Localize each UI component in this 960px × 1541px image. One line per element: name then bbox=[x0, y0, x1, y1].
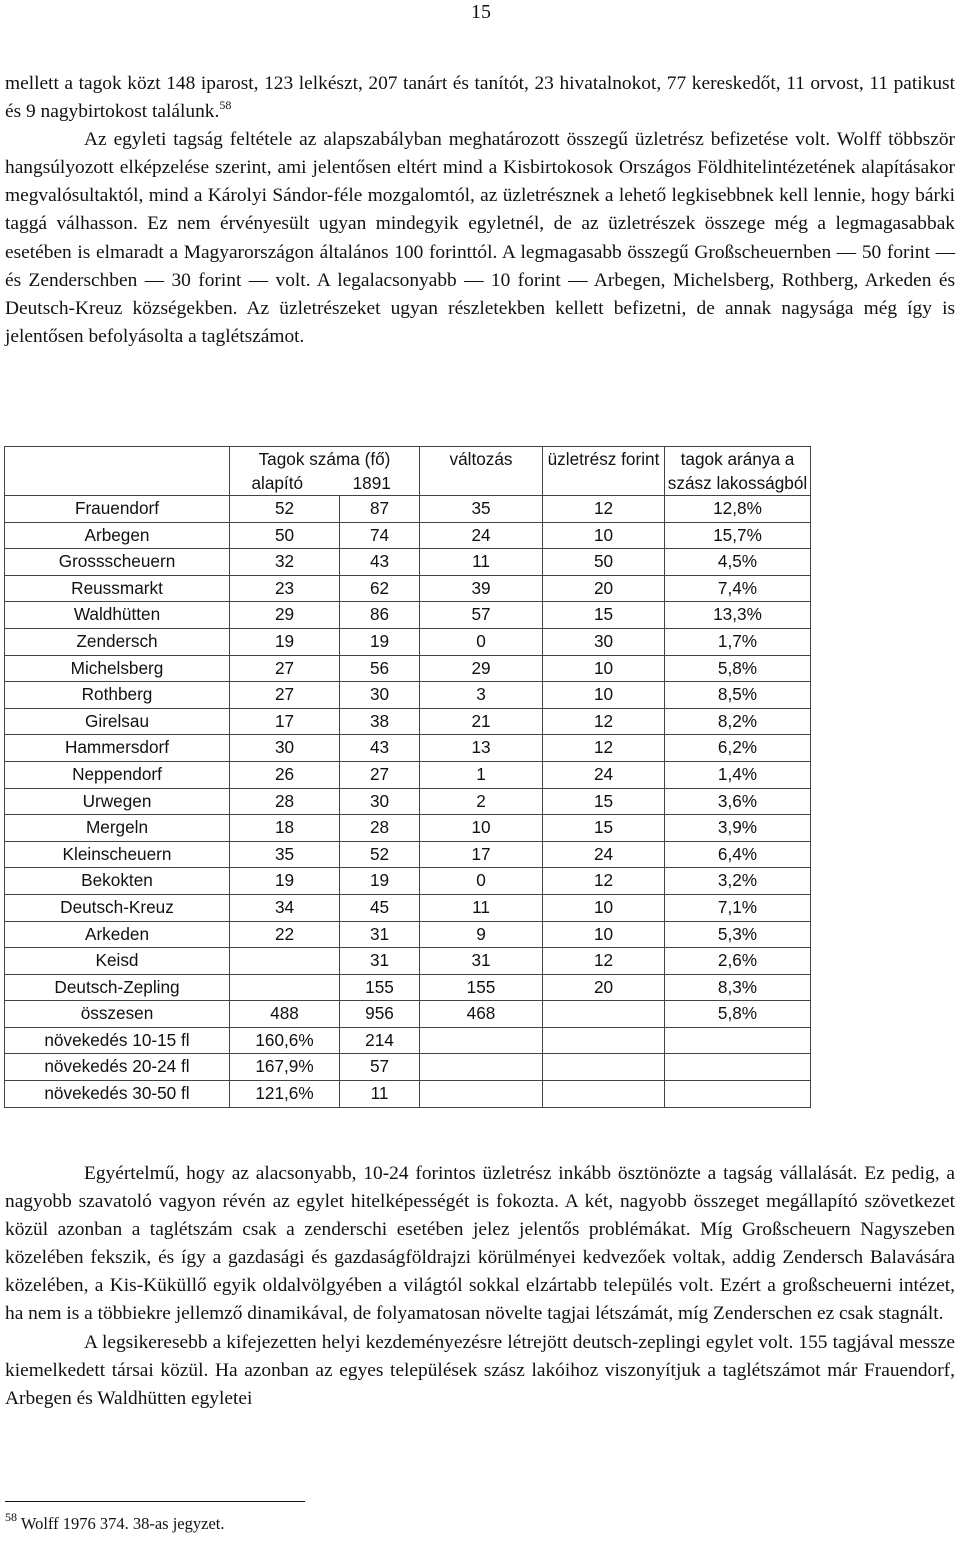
table-cell-b: 52 bbox=[340, 841, 420, 868]
table-cell-d: 12 bbox=[543, 948, 665, 975]
table-row bbox=[5, 522, 811, 549]
table-cell-name: Hammersdorf bbox=[5, 735, 230, 762]
table-cell-a: 19 bbox=[230, 868, 340, 895]
table-cell-b: 43 bbox=[340, 549, 420, 576]
table-cell-d bbox=[543, 1027, 665, 1054]
table-cell-e: 4,5% bbox=[665, 549, 811, 576]
table-row bbox=[5, 682, 811, 709]
table-cell-d: 10 bbox=[543, 522, 665, 549]
table-row bbox=[5, 815, 811, 842]
table-cell-c: 468 bbox=[420, 1001, 543, 1028]
table-cell-d: 15 bbox=[543, 788, 665, 815]
table-cell-e: 12,8% bbox=[665, 496, 811, 523]
table-cell-c: 57 bbox=[420, 602, 543, 629]
table-cell-e: 3,2% bbox=[665, 868, 811, 895]
table-row bbox=[5, 761, 811, 788]
table-cell-a: 30 bbox=[230, 735, 340, 762]
table-cell-a: 22 bbox=[230, 921, 340, 948]
table-cell-b: 956 bbox=[340, 1001, 420, 1028]
table-cell-d: 20 bbox=[543, 575, 665, 602]
table-cell-a bbox=[230, 948, 340, 975]
table-cell-a: 34 bbox=[230, 894, 340, 921]
table-cell-name: Mergeln bbox=[5, 815, 230, 842]
table-cell-d: 12 bbox=[543, 708, 665, 735]
table-cell-c: 29 bbox=[420, 655, 543, 682]
table-cell-b: 87 bbox=[340, 496, 420, 523]
members-table bbox=[4, 446, 811, 1108]
header-share: üzletrész forint bbox=[543, 447, 665, 496]
table-cell-d: 10 bbox=[543, 894, 665, 921]
header-empty-cell bbox=[5, 447, 230, 496]
footnote-ref[interactable]: 58 bbox=[219, 98, 232, 113]
table-cell-e bbox=[665, 1054, 811, 1081]
table-cell-name: Reussmarkt bbox=[5, 575, 230, 602]
table-row bbox=[5, 948, 811, 975]
table-cell-d: 10 bbox=[543, 682, 665, 709]
table-cell-e: 3,9% bbox=[665, 815, 811, 842]
table-cell-name: növekedés 20-24 fl bbox=[5, 1054, 230, 1081]
table-cell-a: 28 bbox=[230, 788, 340, 815]
table-cell-d: 12 bbox=[543, 496, 665, 523]
table-cell-b: 31 bbox=[340, 921, 420, 948]
table-cell-name: Michelsberg bbox=[5, 655, 230, 682]
table-cell-a: 18 bbox=[230, 815, 340, 842]
table-cell-a: 19 bbox=[230, 628, 340, 655]
header-change: változás bbox=[420, 447, 543, 496]
table-cell-a: 29 bbox=[230, 602, 340, 629]
table-row bbox=[5, 1027, 811, 1054]
footnote-number: 58 bbox=[5, 1510, 17, 1524]
table-cell-d: 12 bbox=[543, 735, 665, 762]
table-cell-b: 62 bbox=[340, 575, 420, 602]
table-cell-b: 56 bbox=[340, 655, 420, 682]
table-cell-name: Grossscheuern bbox=[5, 549, 230, 576]
table-cell-name: Neppendorf bbox=[5, 761, 230, 788]
table-cell-name: Kleinscheuern bbox=[5, 841, 230, 868]
table-cell-b: 38 bbox=[340, 708, 420, 735]
table-cell-name: Arbegen bbox=[5, 522, 230, 549]
table-cell-name: Rothberg bbox=[5, 682, 230, 709]
table-cell-c: 13 bbox=[420, 735, 543, 762]
table-cell-c: 11 bbox=[420, 549, 543, 576]
table-cell-e: 2,6% bbox=[665, 948, 811, 975]
table-cell-a: 167,9% bbox=[230, 1054, 340, 1081]
table-cell-e: 1,4% bbox=[665, 761, 811, 788]
table-cell-b: 19 bbox=[340, 628, 420, 655]
table-header-row bbox=[5, 447, 811, 496]
table-cell-c: 155 bbox=[420, 974, 543, 1001]
table-cell-e bbox=[665, 1027, 811, 1054]
table-cell-name: növekedés 30-50 fl bbox=[5, 1081, 230, 1108]
footnote-text: Wolff 1976 374. 38-as jegyzet. bbox=[20, 1514, 225, 1533]
table-cell-b: 28 bbox=[340, 815, 420, 842]
table-cell-a: 27 bbox=[230, 682, 340, 709]
table-cell-e: 3,6% bbox=[665, 788, 811, 815]
table-cell-name: Bekokten bbox=[5, 868, 230, 895]
table-cell-c: 1 bbox=[420, 761, 543, 788]
paragraph-1-text: mellett a tagok közt 148 iparost, 123 lelkészt, 207 tanárt és tanítót, 23 hivatalnokot, 77 kereskedőt, 11 orvost, 11 patikust és 9 nagybirtokost találunk. bbox=[5, 73, 955, 123]
table-row bbox=[5, 735, 811, 762]
table-cell-d: 24 bbox=[543, 761, 665, 788]
table-cell-e: 8,3% bbox=[665, 974, 811, 1001]
table-cell-name: Deutsch-Kreuz bbox=[5, 894, 230, 921]
header-members-label: Tagok száma (fő) bbox=[258, 449, 391, 469]
table-cell-e: 7,4% bbox=[665, 575, 811, 602]
header-founding: alapító bbox=[251, 473, 304, 493]
footnote bbox=[5, 1512, 224, 1536]
table-row bbox=[5, 788, 811, 815]
header-year: 1891 bbox=[352, 473, 391, 493]
table-cell-c: 0 bbox=[420, 628, 543, 655]
table-cell-b: 57 bbox=[340, 1054, 420, 1081]
table-cell-d: 20 bbox=[543, 974, 665, 1001]
table-cell-b: 30 bbox=[340, 682, 420, 709]
table-row bbox=[5, 894, 811, 921]
table-cell-c bbox=[420, 1027, 543, 1054]
table-cell-d bbox=[543, 1054, 665, 1081]
table-cell-c bbox=[420, 1081, 543, 1108]
table-cell-e: 7,1% bbox=[665, 894, 811, 921]
table-cell-d: 50 bbox=[543, 549, 665, 576]
page-number: 15 bbox=[471, 1, 491, 23]
table-row bbox=[5, 868, 811, 895]
table-cell-e: 5,3% bbox=[665, 921, 811, 948]
table-cell-name: növekedés 10-15 fl bbox=[5, 1027, 230, 1054]
table-cell-b: 30 bbox=[340, 788, 420, 815]
table-cell-d: 10 bbox=[543, 921, 665, 948]
table-cell-c: 24 bbox=[420, 522, 543, 549]
table-cell-c: 21 bbox=[420, 708, 543, 735]
table-cell-name: Arkeden bbox=[5, 921, 230, 948]
table-cell-b: 86 bbox=[340, 602, 420, 629]
table-row bbox=[5, 1081, 811, 1108]
table-cell-e: 8,2% bbox=[665, 708, 811, 735]
table-row bbox=[5, 575, 811, 602]
header-members-sub bbox=[230, 471, 419, 495]
table-cell-e: 13,3% bbox=[665, 602, 811, 629]
table-cell-b: 19 bbox=[340, 868, 420, 895]
table-cell-e: 8,5% bbox=[665, 682, 811, 709]
table-cell-d: 15 bbox=[543, 815, 665, 842]
table-cell-a: 121,6% bbox=[230, 1081, 340, 1108]
table-cell-b: 27 bbox=[340, 761, 420, 788]
paragraph-2: Az egyleti tagság feltétele az alapszabályban meghatározott összegű üzletrész befizetése volt. Wolff többször hangsúlyozott elképzelése szerint, ami jelentősen eltért mind a Kisbirtokosok Országos Földhitelintézetének alapításakor megvalósultaktól, mind a Károlyi Sándor-féle mozgalomtól, az üzletrésznek a lehető legkisebbnek kell lennie, hogy bárki taggá válhasson. Ez nem érvényesült ugyan mindegyik egyletnél, de az üzletrészek összege még a legmagasabbak esetében is elmaradt a Magyarországon általános 100 forinttól. A legmagasabb összegű Großscheuernben — 50 forint — és Zenderschben — 30 forint — volt. A legalacsonyabb — 10 forint — Arbegen, Michelsberg, Rothberg, Arkeden és Deutsch-Kreuz községekben. Az üzletrészeket ugyan részletekben kellett befizetni, de annak nagysága még így is jelentősen befolyásolta a taglétszámot. bbox=[5, 129, 955, 347]
table-cell-a: 23 bbox=[230, 575, 340, 602]
table-cell-d bbox=[543, 1081, 665, 1108]
body-text-bottom bbox=[5, 1160, 955, 1413]
table-cell-c: 0 bbox=[420, 868, 543, 895]
table-row bbox=[5, 496, 811, 523]
header-ratio: tagok aránya a szász lakosságból bbox=[665, 447, 811, 496]
table-cell-e bbox=[665, 1081, 811, 1108]
table-cell-c: 39 bbox=[420, 575, 543, 602]
paragraph-4: A legsikeresebb a kifejezetten helyi kezdeményezésre létrejött deutsch-zeplingi egylet volt. 155 tagjával messze kiemelkedett társai közül. Ha azonban az egyes települések szász lakóihoz viszonyítjuk a taglétszámot már Frauendorf, Arbegen és Waldhütten egyletei bbox=[5, 1331, 955, 1409]
table-cell-e: 5,8% bbox=[665, 655, 811, 682]
table-row bbox=[5, 708, 811, 735]
table-cell-a bbox=[230, 974, 340, 1001]
table-cell-c bbox=[420, 1054, 543, 1081]
table-cell-d: 10 bbox=[543, 655, 665, 682]
table-row bbox=[5, 628, 811, 655]
table-cell-c: 11 bbox=[420, 894, 543, 921]
table-cell-b: 74 bbox=[340, 522, 420, 549]
table-cell-a: 26 bbox=[230, 761, 340, 788]
table-cell-e: 15,7% bbox=[665, 522, 811, 549]
table-row bbox=[5, 841, 811, 868]
table-row bbox=[5, 549, 811, 576]
footnote-divider bbox=[5, 1501, 305, 1502]
table-cell-e: 1,7% bbox=[665, 628, 811, 655]
table-cell-d bbox=[543, 1001, 665, 1028]
table-cell-d: 24 bbox=[543, 841, 665, 868]
table-row bbox=[5, 655, 811, 682]
table-cell-c: 31 bbox=[420, 948, 543, 975]
table-cell-a: 50 bbox=[230, 522, 340, 549]
table-cell-name: Urwegen bbox=[5, 788, 230, 815]
table-cell-b: 155 bbox=[340, 974, 420, 1001]
table-cell-a: 17 bbox=[230, 708, 340, 735]
table-cell-e: 6,4% bbox=[665, 841, 811, 868]
table-cell-c: 10 bbox=[420, 815, 543, 842]
table-cell-name: Keisd bbox=[5, 948, 230, 975]
table-cell-a: 488 bbox=[230, 1001, 340, 1028]
table-cell-e: 6,2% bbox=[665, 735, 811, 762]
paragraph-3: Egyértelmű, hogy az alacsonyabb, 10-24 forintos üzletrész inkább ösztönözte a tagság vállalását. Ez pedig, a nagyobb szavatoló vagyon révén az egylet hitelképességét is fokozta. A két, nagyobb összeget megállapító szövetkezet közül azonban a taglétszám csak a zenderschi esetében jelez jelentős problémákat. Míg Großscheuern Nagyszeben közelében fekszik, és így a gazdasági és gazdaságföldrajzi körülményei kedvezőek voltak, addig Zendersch Balavására közelében, a Kis-Küküllő egyik oldalvölgyében a világtól sokkal elzártabb település volt. Ezért a großscheuerni intézet, ha nem is a többiekre jellemző dinamikával, de folyamatosan növelte tagjai létszámát, míg Zenderschen ez csak stagnált. bbox=[5, 1163, 955, 1325]
table-cell-b: 11 bbox=[340, 1081, 420, 1108]
table-row bbox=[5, 1054, 811, 1081]
table-cell-b: 214 bbox=[340, 1027, 420, 1054]
table-cell-c: 17 bbox=[420, 841, 543, 868]
table-cell-c: 35 bbox=[420, 496, 543, 523]
table-cell-a: 160,6% bbox=[230, 1027, 340, 1054]
table-row bbox=[5, 974, 811, 1001]
paragraph-1 bbox=[5, 70, 955, 126]
header-members bbox=[230, 447, 420, 496]
table-row bbox=[5, 921, 811, 948]
table-cell-a: 35 bbox=[230, 841, 340, 868]
table-cell-name: Zendersch bbox=[5, 628, 230, 655]
table-cell-name: Deutsch-Zepling bbox=[5, 974, 230, 1001]
table-cell-d: 15 bbox=[543, 602, 665, 629]
table-cell-name: Frauendorf bbox=[5, 496, 230, 523]
table-cell-b: 43 bbox=[340, 735, 420, 762]
table-cell-c: 3 bbox=[420, 682, 543, 709]
table-cell-c: 2 bbox=[420, 788, 543, 815]
table-cell-name: összesen bbox=[5, 1001, 230, 1028]
table-cell-a: 52 bbox=[230, 496, 340, 523]
table-row bbox=[5, 1001, 811, 1028]
table-cell-d: 30 bbox=[543, 628, 665, 655]
table-row bbox=[5, 602, 811, 629]
table-cell-a: 32 bbox=[230, 549, 340, 576]
table-cell-name: Waldhütten bbox=[5, 602, 230, 629]
table-cell-d: 12 bbox=[543, 868, 665, 895]
table-cell-b: 45 bbox=[340, 894, 420, 921]
table-cell-name: Girelsau bbox=[5, 708, 230, 735]
table-cell-e: 5,8% bbox=[665, 1001, 811, 1028]
table-cell-a: 27 bbox=[230, 655, 340, 682]
table-cell-b: 31 bbox=[340, 948, 420, 975]
body-text-top bbox=[5, 70, 955, 351]
table-cell-c: 9 bbox=[420, 921, 543, 948]
